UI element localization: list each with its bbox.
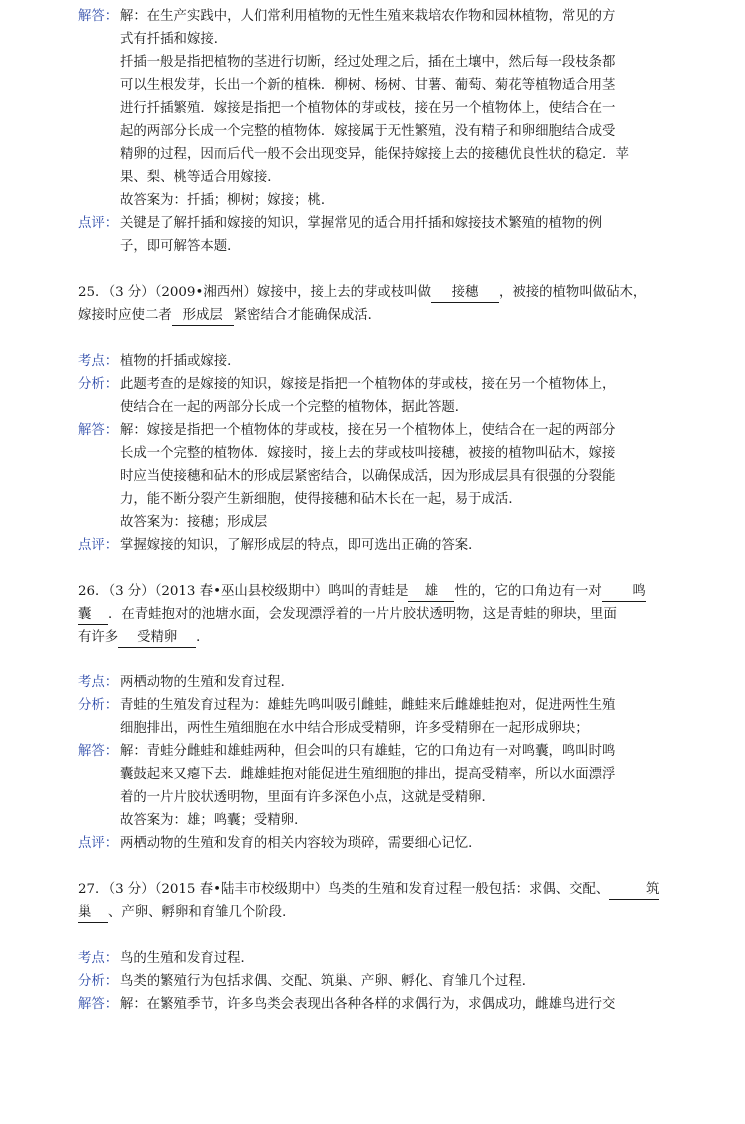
question-26: [78, 582, 646, 602]
question-26-line3: [78, 628, 210, 648]
fenxi-label: 分析：: [78, 974, 119, 989]
question-27: [78, 880, 659, 900]
question-text: 有许多: [78, 630, 119, 645]
answer-line: 力，能不断分裂产生新细胞，使得接穗和砧木长在一起，易于成活．: [120, 492, 522, 507]
question-text: 紧密结合才能确保成活．: [233, 308, 382, 323]
comment-line: 关键是了解扦插和嫁接的知识，掌握常见的适合用扦插和嫁接技术繁殖的植物的例: [120, 216, 603, 231]
answer-line: 果、梨、桃等适合用嫁接．: [120, 170, 281, 185]
answer-line: 解：在繁殖季节，许多鸟类会表现出各种各样的求偶行为，求偶成功，雌雄鸟进行交: [120, 997, 616, 1012]
kaodian-label: 考点：: [78, 951, 119, 966]
answer-line: 进行扦插繁殖．嫁接是指把一个植物体的芽或枝，接在另一个植物体上，使结合在一: [120, 101, 616, 116]
answer-blank: 巢: [78, 904, 108, 923]
question-text: 嫁接时应使二者: [78, 308, 172, 323]
dianping-label: 点评：: [78, 538, 119, 553]
topic-text: 植物的扦插或嫁接．: [120, 354, 241, 369]
answer-line: 扦插一般是指把植物的茎进行切断，经过处理之后，插在土壤中，然后每一段枝条都: [120, 55, 616, 70]
answer-line: 长成一个完整的植物体．嫁接时，接上去的芽或枝叫接穗，被接的植物叫砧木，嫁接: [120, 446, 616, 461]
question-text: 、产卵、孵卵和育雏几个阶段．: [108, 905, 296, 920]
question-text: ．在青蛙抱对的池塘水面，会发现漂浮着的一片片胶状透明物，这是青蛙的卵块，里面: [108, 607, 617, 622]
answer-line: 解：在生产实践中，人们常利用植物的无性生殖来栽培农作物和园林植物，常见的方: [120, 9, 616, 24]
answer-line: 精卵的过程，因而后代一般不会出现变异，能保持嫁接上去的接穗优良性状的稳定．苹: [120, 147, 629, 162]
dianping-label: 点评：: [78, 836, 119, 851]
answer-blank: 雄: [408, 583, 454, 602]
fenxi-label: 分析：: [78, 698, 119, 713]
answer-line: 式有扦插和嫁接．: [120, 32, 228, 47]
analysis-line: 细胞排出，两性生殖细胞在水中结合形成受精卵，许多受精卵在一起形成卵块；: [120, 721, 589, 736]
answer-blank: 形成层: [172, 307, 234, 326]
analysis-line: 使结合在一起的两部分长成一个完整的植物体，据此答题．: [120, 400, 469, 415]
answer-line: 囊鼓起来又瘪下去．雌雄蛙抱对能促进生殖细胞的排出，提高受精率，所以水面漂浮: [120, 767, 616, 782]
kaodian-label: 考点：: [78, 675, 119, 690]
jieda-label: 解答：: [78, 9, 119, 24]
comment-line: 子，即可解答本题．: [120, 239, 241, 254]
dianping-label: 点评：: [78, 216, 119, 231]
question-text: 性的，它的口角边有一对: [454, 584, 602, 599]
question-text: 26．（3 分）（2013 春•巫山县校级期中）鸣叫的青蛙是: [78, 584, 409, 599]
question-25-line2: [78, 306, 381, 326]
fenxi-label: 分析：: [78, 377, 119, 392]
answer-blank: 鸣: [602, 583, 646, 602]
answer-blank: 受精卵: [118, 629, 196, 648]
answer-line: 时应当使接穗和砧木的形成层紧密结合，以确保成活，因为形成层具有很强的分裂能: [120, 469, 616, 484]
question-text: ．: [196, 630, 210, 645]
analysis-line: 青蛙的生殖发育过程为：雄蛙先鸣叫吸引雌蛙，雌蛙来后雌雄蛙抱对，促进两性生殖: [120, 698, 616, 713]
answer-blank: 接穗: [431, 284, 499, 303]
topic-text: 鸟的生殖和发育过程．: [120, 951, 254, 966]
question-text: 25．（3 分）（2009•湘西州）嫁接中，接上去的芽或枝叫做: [78, 285, 431, 300]
question-25: [78, 283, 646, 303]
question-27-line2: [78, 903, 295, 923]
comment-line: 两栖动物的生殖和发育的相关内容较为琐碎，需要细心记忆．: [120, 836, 482, 851]
question-text: 27．（3 分）（2015 春•陆丰市校级期中）鸟类的生殖和发育过程一般包括：求偶、交配、: [78, 882, 610, 897]
jieda-label: 解答：: [78, 423, 119, 438]
answer-line: 起的两部分长成一个完整的植物体．嫁接属于无性繁殖，没有精子和卵细胞结合成受: [120, 124, 616, 139]
answer-blank: 囊: [78, 606, 108, 625]
comment-line: 掌握嫁接的知识，了解形成层的特点，即可选出正确的答案．: [120, 538, 482, 553]
answer-line: 解：青蛙分雌蛙和雄蛙两种，但会叫的只有雄蛙，它的口角边有一对鸣囊，鸣叫时鸣: [120, 744, 616, 759]
question-text: ，被接的植物叫做砧木，: [498, 285, 647, 300]
analysis-line: 此题考查的是嫁接的知识，嫁接是指把一个植物体的芽或枝，接在另一个植物体上，: [120, 377, 616, 392]
jieda-label: 解答：: [78, 744, 119, 759]
answer-line: 可以生根发芽，长出一个新的植株．柳树、杨树、甘薯、葡萄、菊花等植物适合用茎: [120, 78, 616, 93]
answer-line: 着的一片片胶状透明物，里面有许多深色小点，这就是受精卵．: [120, 790, 495, 805]
answer-line: 故答案为：雄；鸣囊；受精卵．: [120, 813, 308, 828]
answer-line: 故答案为：扦插；柳树；嫁接；桃．: [120, 193, 335, 208]
kaodian-label: 考点：: [78, 354, 119, 369]
answer-line: 故答案为：接穗；形成层: [120, 515, 268, 530]
analysis-line: 鸟类的繁殖行为包括求偶、交配、筑巢、产卵、孵化、育雏几个过程．: [120, 974, 536, 989]
jieda-label: 解答：: [78, 997, 119, 1012]
answer-blank: 筑: [609, 881, 659, 900]
answer-line: 解：嫁接是指把一个植物体的芽或枝，接在另一个植物体上，使结合在一起的两部分: [120, 423, 616, 438]
topic-text: 两栖动物的生殖和发育过程．: [120, 675, 295, 690]
question-26-line2: [78, 605, 617, 625]
